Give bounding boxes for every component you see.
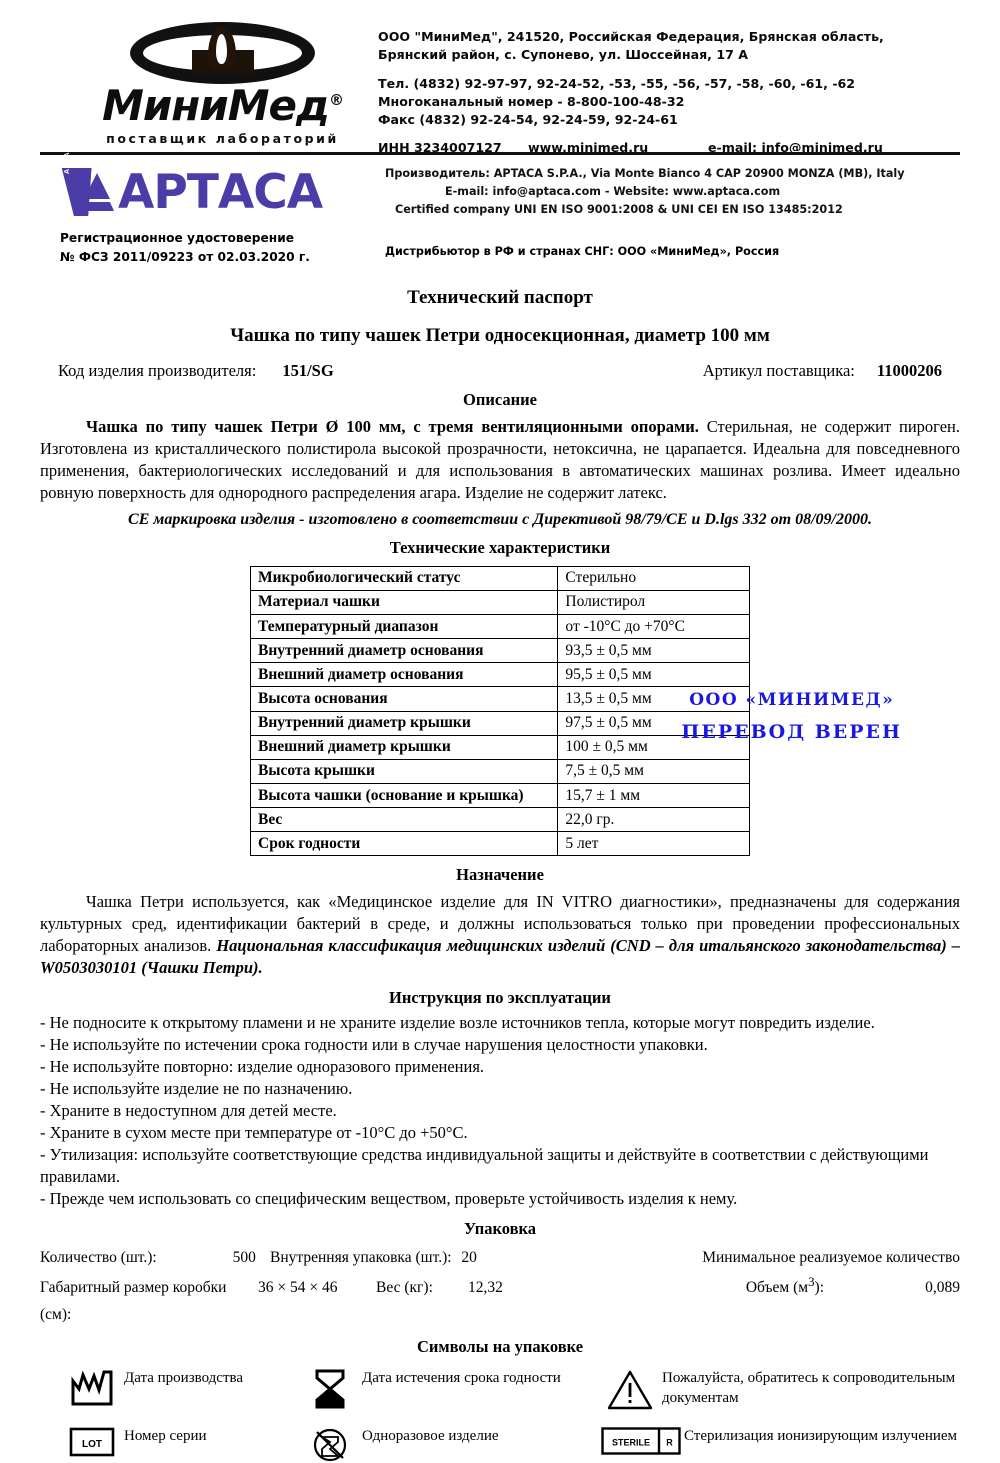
symbol-label: Дата истечения срока годности	[362, 1370, 561, 1387]
symbol-consult-documents	[598, 1367, 960, 1411]
description-heading: Описание	[463, 390, 537, 409]
registration-band	[40, 223, 960, 271]
instructions-list	[40, 1012, 960, 1209]
purpose-heading: Назначение	[456, 865, 544, 885]
spec-value: 100 ± 0,5 мм	[558, 735, 750, 759]
spec-key: Температурный диапазон	[251, 615, 558, 639]
supplier-article-label: Артикул поставщика:	[702, 361, 855, 380]
spec-value: 7,5 ± 0,5 мм	[558, 759, 750, 783]
instruction-item: - Не используйте по истечении срока годности или в случае нарушения целостности упаковки.	[40, 1035, 708, 1055]
product-code-row	[40, 361, 960, 381]
instruction-item: - Не используйте повторно: изделие одноразового применения.	[40, 1057, 485, 1077]
instruction-item: - Не подносите к открытому пламени и не храните изделие возле источников тепла, которые могут повредить изделие.	[40, 1013, 875, 1033]
description-lead-bold: Чашка по типу чашек Петри Ø 100 мм, с тремя вентиляционными опорами.	[86, 417, 699, 436]
spec-key: Микробиологический статус	[251, 566, 558, 590]
packaging-row-2	[40, 1271, 960, 1328]
purpose-paragraph	[40, 891, 960, 979]
spec-value: 5 лет	[558, 832, 750, 856]
specs-table	[250, 566, 750, 857]
spec-value: 22,0 гр.	[558, 808, 750, 832]
instruction-item: - Прежде чем использовать со специфическим веществом, проверьте устойчивость изделия к нему.	[40, 1188, 738, 1208]
symbol-sterile-radiation	[598, 1425, 960, 1463]
hourglass-expiry-icon	[298, 1367, 362, 1409]
quantity-value: 500	[232, 1248, 256, 1266]
spec-key: Материал чашки	[251, 590, 558, 614]
lot-number-icon	[60, 1425, 124, 1457]
symbols-block	[40, 1367, 960, 1463]
spec-key: Высота чашки (основание и крышка)	[251, 784, 558, 808]
svg-text:R: R	[666, 1437, 673, 1448]
volume-value: 0,089	[925, 1278, 960, 1296]
stamp-line-1: ООО «МИНИМЕД»	[689, 689, 895, 710]
company-multichannel-line: Многоканальный номер - 8-800-100-48-32	[378, 93, 685, 109]
spec-value: 95,5 ± 0,5 мм	[558, 663, 750, 687]
spec-value: Полистирол	[558, 590, 750, 614]
table-row	[251, 784, 750, 808]
spec-key: Высота основания	[251, 687, 558, 711]
manufacture-date-icon	[60, 1367, 124, 1407]
spec-value: 13,5 ± 0,5 мм	[558, 687, 750, 711]
registered-mark-icon: ®	[328, 91, 343, 109]
spec-key: Внешний диаметр крышки	[251, 735, 558, 759]
table-row	[251, 639, 750, 663]
distributor-line: Дистрибьютор в РФ и странах СНГ: ООО «МиниМед», Россия	[385, 245, 780, 258]
registration-label: Регистрационное удостоверение	[60, 231, 295, 245]
spec-key: Высота крышки	[251, 759, 558, 783]
table-row	[251, 759, 750, 783]
min-order-label: Минимальное реализуемое количество	[702, 1248, 960, 1266]
manufacturer-info-block	[385, 161, 960, 223]
table-row	[251, 615, 750, 639]
quantity-label: Количество (шт.):	[40, 1248, 157, 1266]
inner-pack-field	[270, 1244, 530, 1271]
symbol-manufacture-date	[40, 1367, 298, 1411]
svg-text:STERILE: STERILE	[611, 1437, 651, 1448]
single-use-icon	[298, 1425, 362, 1463]
registration-certificate	[40, 229, 385, 271]
weight-value: 12,32	[468, 1278, 503, 1296]
company-contact-block	[370, 18, 960, 157]
document-subtitle: Чашка по типу чашек Петри односекционная, диаметр 100 мм	[230, 325, 770, 346]
spec-key: Вес	[251, 808, 558, 832]
manufacturer-code-label: Код изделия производителя:	[58, 361, 257, 380]
packaging-row-1	[40, 1244, 960, 1271]
description-paragraph	[40, 416, 960, 504]
aptaca-logo	[40, 139, 385, 223]
company-inn: ИНН 3234007127	[378, 140, 502, 156]
table-row	[251, 663, 750, 687]
purpose-body-part1: Чашка Петри используется, как «Медицинское изделие для IN VITRO диагностики», предназначены для содержания культурных сред, идентификации бактерий в среде, и должны использоваться только при проведении профессиональных лабораторных анализов.	[40, 892, 960, 956]
table-row	[251, 687, 750, 711]
specs-heading: Технические характеристики	[389, 537, 611, 557]
manufacturer-line: Производитель: APTACA S.P.A., Via Monte Bianco 4 CAP 20900 MONZA (MB), Italy	[385, 167, 905, 180]
symbol-label: Стерилизация ионизирующим излучением	[684, 1428, 958, 1445]
box-size-label: Габаритный размер коробки (см):	[40, 1278, 227, 1324]
table-row	[251, 566, 750, 590]
symbols-row-2	[40, 1425, 960, 1463]
spec-key: Внутренний диаметр основания	[251, 639, 558, 663]
spec-value: 93,5 ± 0,5 мм	[558, 639, 750, 663]
instruction-item: - Утилизация: используйте соответствующие средства индивидуальной защиты и действуйте в соответствии с действующими правилами.	[40, 1144, 929, 1186]
warning-triangle-icon	[598, 1367, 662, 1411]
symbol-lot-number	[40, 1425, 298, 1463]
instruction-item: - Храните в недоступном для детей месте.	[40, 1100, 337, 1120]
company-fax-line: Факс (4832) 92-24-54, 92-24-59, 92-24-61	[378, 111, 678, 127]
instruction-item: - Храните в сухом месте при температуре от -10°С до +50°С.	[40, 1122, 468, 1142]
stamp-line-2: ПЕРЕВОД ВЕРЕН	[681, 720, 902, 743]
company-address-line-2: Брянский район, с. Супонево, ул. Шоссейная, 17 А	[378, 46, 748, 62]
table-row	[251, 735, 750, 759]
symbol-label: Дата производства	[124, 1370, 244, 1387]
sterile-r-icon	[598, 1425, 684, 1455]
supplier-article-value: 11000206	[876, 361, 942, 380]
instructions-heading: Инструкция по эксплуатации	[389, 988, 611, 1008]
symbol-single-use	[298, 1425, 598, 1463]
translation-stamp	[681, 689, 902, 743]
specs-table-wrap	[40, 566, 960, 857]
spec-value: Стерильно	[558, 566, 750, 590]
symbols-heading: Символы на упаковке	[416, 1337, 584, 1357]
symbol-expiry-date	[298, 1367, 598, 1411]
symbol-label: Пожалуйста, обратитесь к сопроводительным документам	[662, 1370, 956, 1406]
symbol-label: Одноразовое изделие	[362, 1428, 499, 1445]
table-row	[251, 832, 750, 856]
table-row	[251, 808, 750, 832]
manufacturer-code-value: 151/SG	[282, 361, 334, 380]
quantity-field	[40, 1244, 270, 1271]
minimed-logo-text: МиниМед	[102, 81, 329, 130]
company-phone-line: Тел. (4832) 92-97-97, 92-24-52, -53, -55, -56, -57, -58, -60, -61, -62	[378, 75, 856, 91]
volume-label: Объем $(м^3)$:	[745, 1273, 824, 1296]
purpose-body-italic: Национальная классификация медицинских изделий (CND – для итальянского законодательства) – W0503030101 (Чашки Петри).	[40, 936, 960, 978]
packaging-block	[40, 1244, 960, 1329]
symbols-row-1	[40, 1367, 960, 1411]
symbol-label: Номер серии	[124, 1428, 207, 1445]
description-body: Стерильная, не содержит пироген. Изготовлена из кристаллического полистирола высокой прозрачности, нетоксична, не царапается. Идеальна для повседневного применения, бактериологических исследований и для использования в автоматических машинах розлива. Имеет идеально ровную поверхность для однородного распределения агара. Изделие не содержит латекс.	[40, 417, 960, 502]
minimed-tagline: поставщик лабораторий	[106, 131, 339, 146]
minimed-logo-wordmark	[75, 81, 370, 130]
minimed-brand-block	[40, 18, 370, 146]
manufacturer-contact-line: E-mail: info@aptaca.com - Website: www.aptaca.com	[445, 185, 781, 199]
company-address-line-1: ООО "МиниМед", 241520, Российская Федерация, Брянская область,	[378, 29, 884, 44]
spec-value: от -10°C до +70°C	[558, 615, 750, 639]
registration-number: № ФСЗ 2011/09223 от 02.03.2020 г.	[60, 249, 310, 264]
weight-label: Вес (кг):	[376, 1278, 433, 1296]
spec-key: Внешний диаметр основания	[251, 663, 558, 687]
spec-key: Внутренний диаметр крышки	[251, 711, 558, 735]
table-row	[251, 590, 750, 614]
packaging-heading: Упаковка	[463, 1218, 537, 1238]
spec-value: 97,5 ± 0,5 мм	[558, 711, 750, 735]
aptaca-wordmark: АРТАСА	[118, 164, 323, 220]
manufacturer-certified-line: Certified company UNI EN ISO 9001:2008 & UNI CEI EN ISO 13485:2012	[395, 203, 843, 217]
letterhead	[40, 0, 960, 156]
company-website[interactable]: www.minimed.ru	[528, 140, 649, 156]
aptaca-mark-icon	[60, 139, 114, 218]
aptaca-mark-vertical-text: APTACA	[64, 139, 71, 174]
spec-value: 15,7 ± 1 мм	[558, 784, 750, 808]
box-size-value: 36 × 54 × 46	[258, 1278, 338, 1296]
spec-key: Срок годности	[251, 832, 558, 856]
company-email[interactable]: e-mail: info@minimed.ru	[708, 140, 883, 156]
minimed-flame-emblem-icon	[130, 22, 315, 84]
ce-marking-line: CE маркировка изделия - изготовлено в соответствии с Директивой 98/79/CE и D.lgs 332 от 08/09/2000.	[128, 510, 872, 528]
svg-text:LOT: LOT	[82, 1439, 102, 1451]
table-row	[251, 711, 750, 735]
inner-pack-label: Внутренняя упаковка (шт.):	[270, 1248, 452, 1266]
inner-pack-value: 20	[461, 1248, 477, 1266]
document-title: Технический паспорт	[407, 287, 593, 308]
instruction-item: - Не используйте изделие не по назначению.	[40, 1079, 353, 1098]
